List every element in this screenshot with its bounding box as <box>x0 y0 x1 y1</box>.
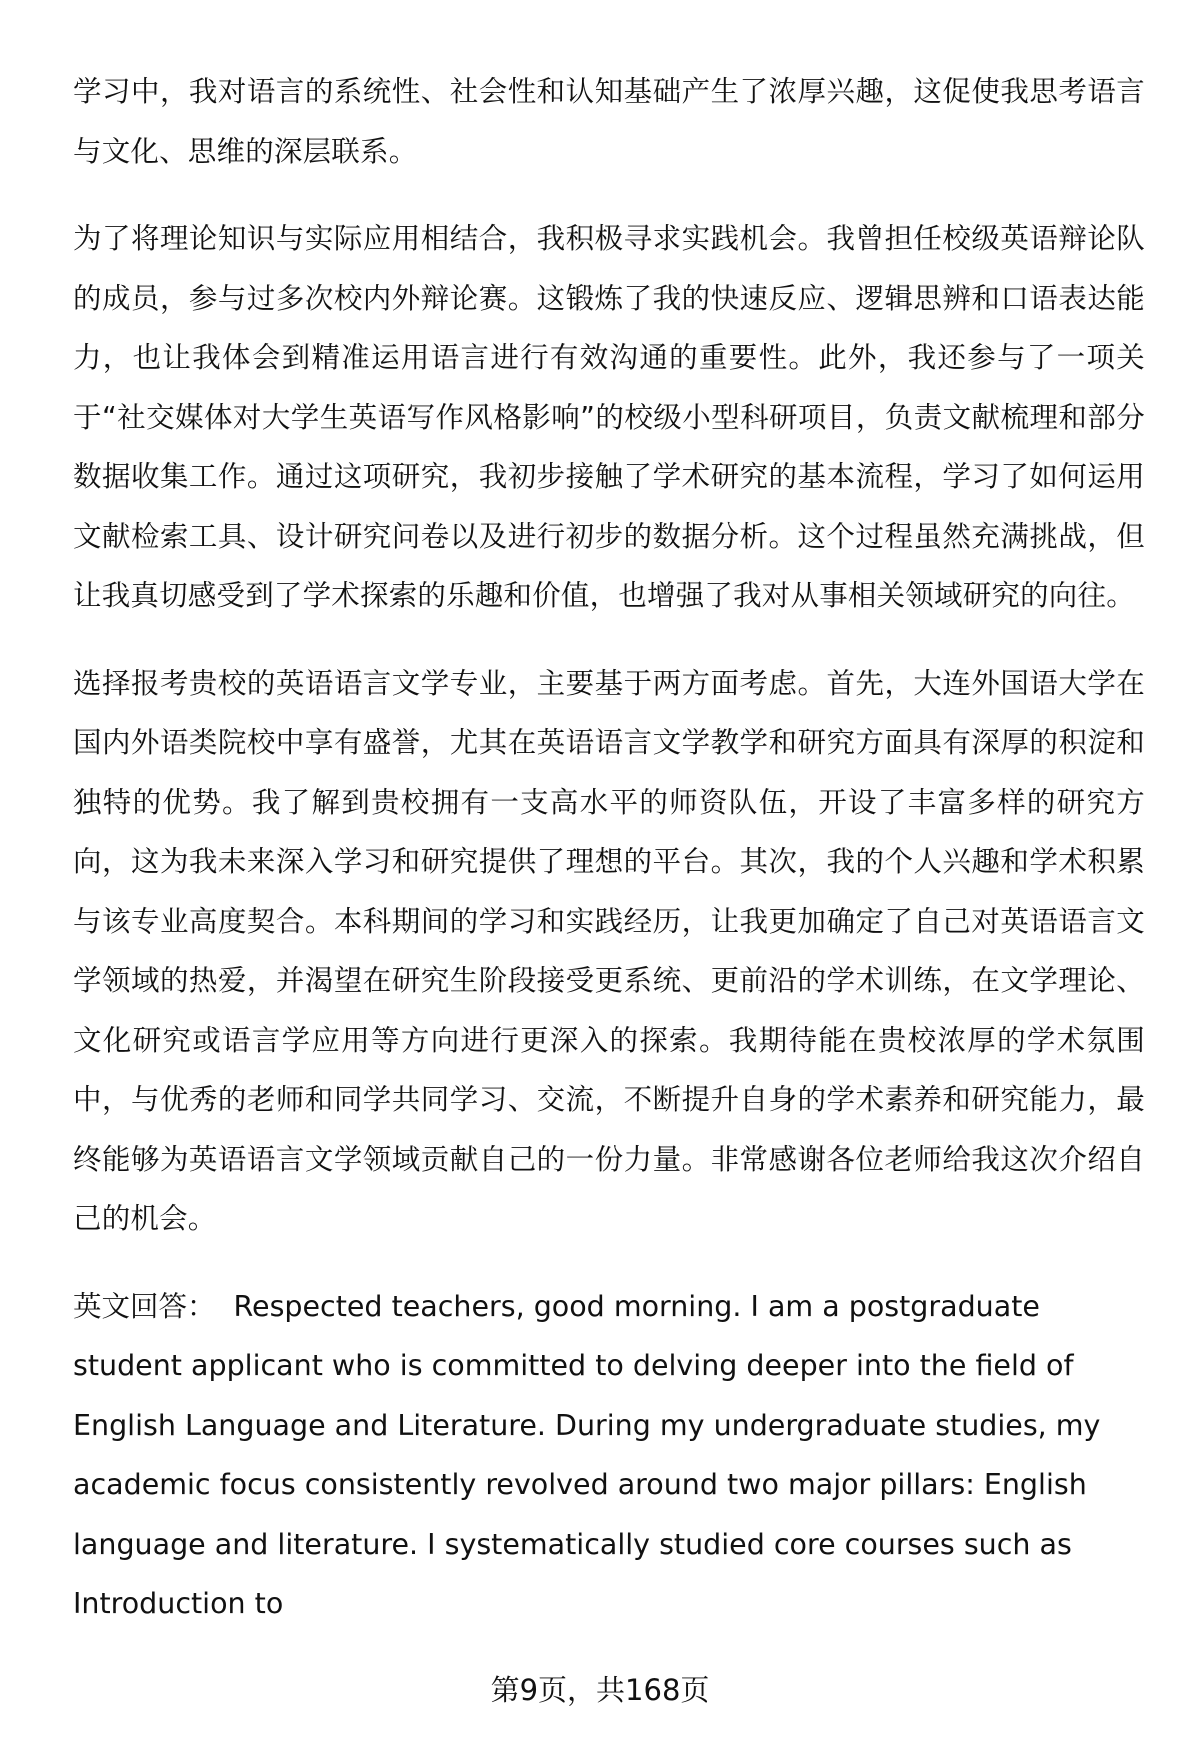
paragraph-2: 为了将理论知识与实际应用相结合，我积极寻求实践机会。我曾担任校级英语辩论队的成员，参与过多次校内外辩论赛。这锻炼了我的快速反应、逻辑思辨和口语表达能力，也让我体会到精准运用语言进行有效沟通的重要性。此外，我还参与了一项关于“社交媒体对大学生英语写作风格影响”的校级小型科研项目，负责文献梳理和部分数据收集工作。通过这项研究，我初步接触了学术研究的基本流程，学习了如何运用文献检索工具、设计研究问卷以及进行初步的数据分析。这个过程虽然充满挑战，但让我真切感受到了学术探索的乐趣和价值，也增强了我对从事相关领域研究的向往。 <box>73 222 1145 612</box>
english-answer-paragraph <box>73 1277 1145 1634</box>
english-answer-text: Respected teachers, good morning. I am a postgraduate student applicant who is committed to delving deeper into the field of English Language and Literature. During my undergraduate studies, my academic focus consistently revolved around two major pillars: English language and literature. I systematically studied core courses such as Introduction to <box>73 1289 1101 1620</box>
paragraph-1: 学习中，我对语言的系统性、社会性和认知基础产生了浓厚兴趣，这促使我思考语言与文化、思维的深层联系。 <box>73 75 1145 168</box>
document-body <box>73 62 1145 1634</box>
page-number: 第9页，共168页 <box>490 1673 710 1707</box>
english-answer-label: 英文回答： <box>73 1289 216 1323</box>
paragraph-3: 选择报考贵校的英语语言文学专业，主要基于两方面考虑。首先，大连外国语大学在国内外语类院校中享有盛誉，尤其在英语语言文学教学和研究方面具有深厚的积淀和独特的优势。我了解到贵校拥有一支高水平的师资队伍，开设了丰富多样的研究方向，这为我未来深入学习和研究提供了理想的平台。其次，我的个人兴趣和学术积累与该专业高度契合。本科期间的学习和实践经历，让我更加确定了自己对英语语言文学领域的热爱，并渴望在研究生阶段接受更系统、更前沿的学术训练，在文学理论、文化研究或语言学应用等方向进行更深入的探索。我期待能在贵校浓厚的学术氛围中，与优秀的老师和同学共同学习、交流，不断提升自身的学术素养和研究能力，最终能够为英语语言文学领域贡献自己的一份力量。非常感谢各位老师给我这次介绍自己的机会。 <box>73 666 1145 1235</box>
